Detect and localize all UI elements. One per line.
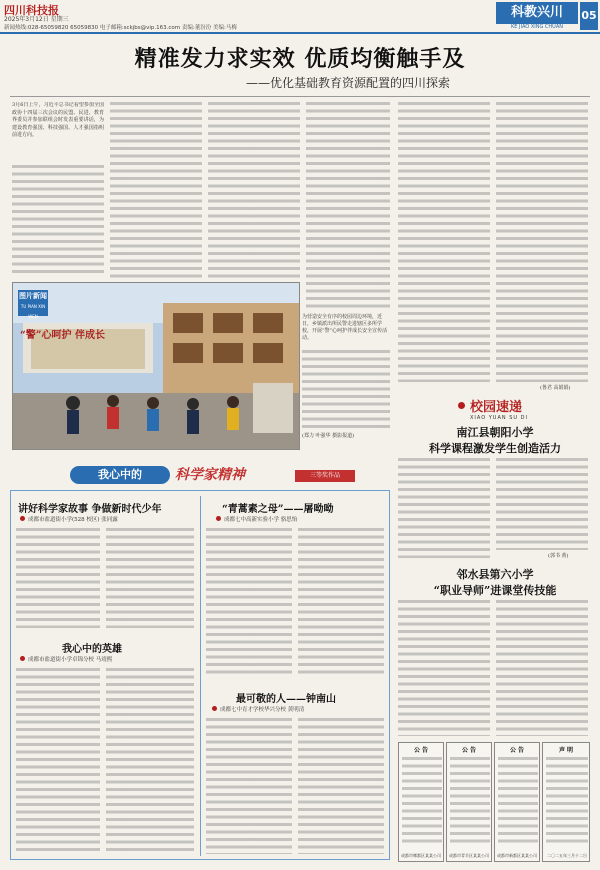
notice-heading: 公 告 bbox=[413, 747, 429, 754]
lead-headline: 精准发力求实效 优质均衡触手及 bbox=[134, 46, 466, 72]
linshui-brief-title-1: 邻水县第六小学 bbox=[456, 568, 534, 581]
school-express-header bbox=[470, 396, 580, 420]
article-title: 我心中的英雄 bbox=[62, 644, 122, 655]
notice-footer: 成都市新都区某某公司 bbox=[497, 853, 537, 858]
photo-news-label-pinyin: TU PIAN XIN WEN bbox=[20, 304, 46, 319]
notice-heading: 公 告 bbox=[509, 747, 525, 754]
notice-footer: 二〇二五年三月十二日 bbox=[547, 853, 587, 858]
photo-news-label-text: 图片新闻 bbox=[19, 292, 47, 300]
article-byline: 成都市盐道街小学(528 校区) 张同露 bbox=[28, 517, 118, 523]
photo-credit: (郑力 叶强华 摄影报道) bbox=[302, 433, 355, 439]
nanjiang-editor-note: (郭书 黄) bbox=[548, 553, 569, 559]
school-express-pinyin: XIAO YUAN SU DI bbox=[470, 415, 528, 421]
newspaper-logo: 四川科技报 bbox=[4, 4, 59, 17]
photo-news-label bbox=[18, 290, 48, 319]
divider bbox=[10, 96, 590, 97]
notice-heading: 声 明 bbox=[558, 747, 574, 754]
bullet-icon bbox=[212, 706, 217, 711]
news-hotline: 新闻热线:028-65059820 65059830 电子邮箱:sckjbs@vip.163.com 责编:董汾汾 美编:马梅 bbox=[4, 25, 237, 31]
notice-heading: 公 告 bbox=[461, 747, 477, 754]
school-express-title: 校园速递 bbox=[470, 400, 523, 415]
text-column bbox=[496, 458, 588, 550]
text-column bbox=[206, 718, 292, 854]
article-byline: 成都市盐道街小学卓锦分校 马靖熙 bbox=[28, 657, 113, 663]
text-column bbox=[106, 668, 194, 854]
text-column bbox=[496, 102, 588, 382]
bullet-icon bbox=[216, 516, 221, 521]
notice-box bbox=[446, 742, 492, 862]
text-column bbox=[12, 165, 104, 277]
article-byline: 成都七中育才学校华兴分校 黄明清 bbox=[220, 707, 305, 713]
feature-banner bbox=[10, 462, 390, 490]
notice-footer: 成都市青羊区某某公司 bbox=[449, 853, 489, 858]
news-photo bbox=[12, 282, 300, 450]
text-column bbox=[298, 718, 384, 854]
bullet-icon bbox=[458, 402, 465, 409]
text-column bbox=[496, 600, 588, 736]
article-title: 最可敬的人——钟南山 bbox=[236, 694, 336, 705]
text-column bbox=[16, 668, 100, 854]
nanjiang-brief-title-1: 南江县朝阳小学 bbox=[456, 426, 534, 439]
feature-divider bbox=[200, 496, 201, 856]
text-column bbox=[16, 528, 100, 628]
notice-footer: 成都市郫都区某某公司 bbox=[401, 853, 441, 858]
lead-editor-note: (鲁君 高娟娟) bbox=[540, 385, 571, 391]
text-column bbox=[110, 102, 202, 280]
text-column bbox=[306, 102, 390, 312]
text-column bbox=[450, 757, 490, 845]
notice-box bbox=[542, 742, 590, 862]
feature-award-badge: 三等奖作品 bbox=[295, 470, 355, 482]
notice-box bbox=[494, 742, 540, 862]
text-column bbox=[546, 757, 588, 845]
text-column bbox=[398, 600, 490, 736]
text-column bbox=[398, 458, 490, 558]
text-column bbox=[302, 350, 390, 430]
photo-caption: 为营造安全有序的校园周边环境，近日，乡镇派出所民警走进辖区多所学校，开展“警”心呵护伴成长安全宣传活动。 bbox=[302, 314, 388, 341]
photo-signboard-text: “警”心呵护 伴成长 bbox=[20, 330, 105, 341]
notice-box bbox=[398, 742, 444, 862]
feature-title: 科学家精神 bbox=[175, 467, 245, 483]
issue-date: 2025年3月12日 星期三 bbox=[4, 16, 69, 23]
article-title: 讲好科学家故事 争做新时代少年 bbox=[18, 504, 162, 515]
text-column bbox=[402, 757, 442, 845]
article-byline: 成都七中高新实验小学 骆思怡 bbox=[224, 517, 298, 523]
page-number: 05 bbox=[580, 2, 598, 30]
text-column bbox=[298, 528, 384, 678]
article-title: “青蒿素之母”——屠呦呦 bbox=[222, 504, 334, 515]
linshui-brief-title-2: “职业导师”进课堂传技能 bbox=[433, 584, 557, 597]
section-pinyin: KE JIAO XING CHUAN bbox=[510, 24, 563, 30]
nanjiang-brief-title-2: 科学课程激发学生创造活力 bbox=[429, 442, 561, 455]
feature-pill: 我心中的 bbox=[70, 466, 170, 484]
lead-subhead: ——优化基础教育资源配置的四川探索 bbox=[245, 76, 450, 90]
text-column bbox=[208, 102, 300, 280]
text-column bbox=[106, 528, 194, 628]
bullet-icon bbox=[20, 516, 25, 521]
text-column bbox=[206, 528, 292, 678]
section-title: 科教兴川 bbox=[496, 2, 578, 24]
masthead bbox=[0, 0, 600, 34]
bullet-icon bbox=[20, 656, 25, 661]
text-column bbox=[398, 102, 490, 382]
lead-body-preview: 3月6日上午，习近平总书记看望参加全国政协十四届三次会议的民盟、民进、教育界委员并参加联组会时发表重要讲话，为建设教育强国、科技强国、人才强国指明前进方向。 bbox=[12, 102, 104, 138]
text-column bbox=[498, 757, 538, 845]
